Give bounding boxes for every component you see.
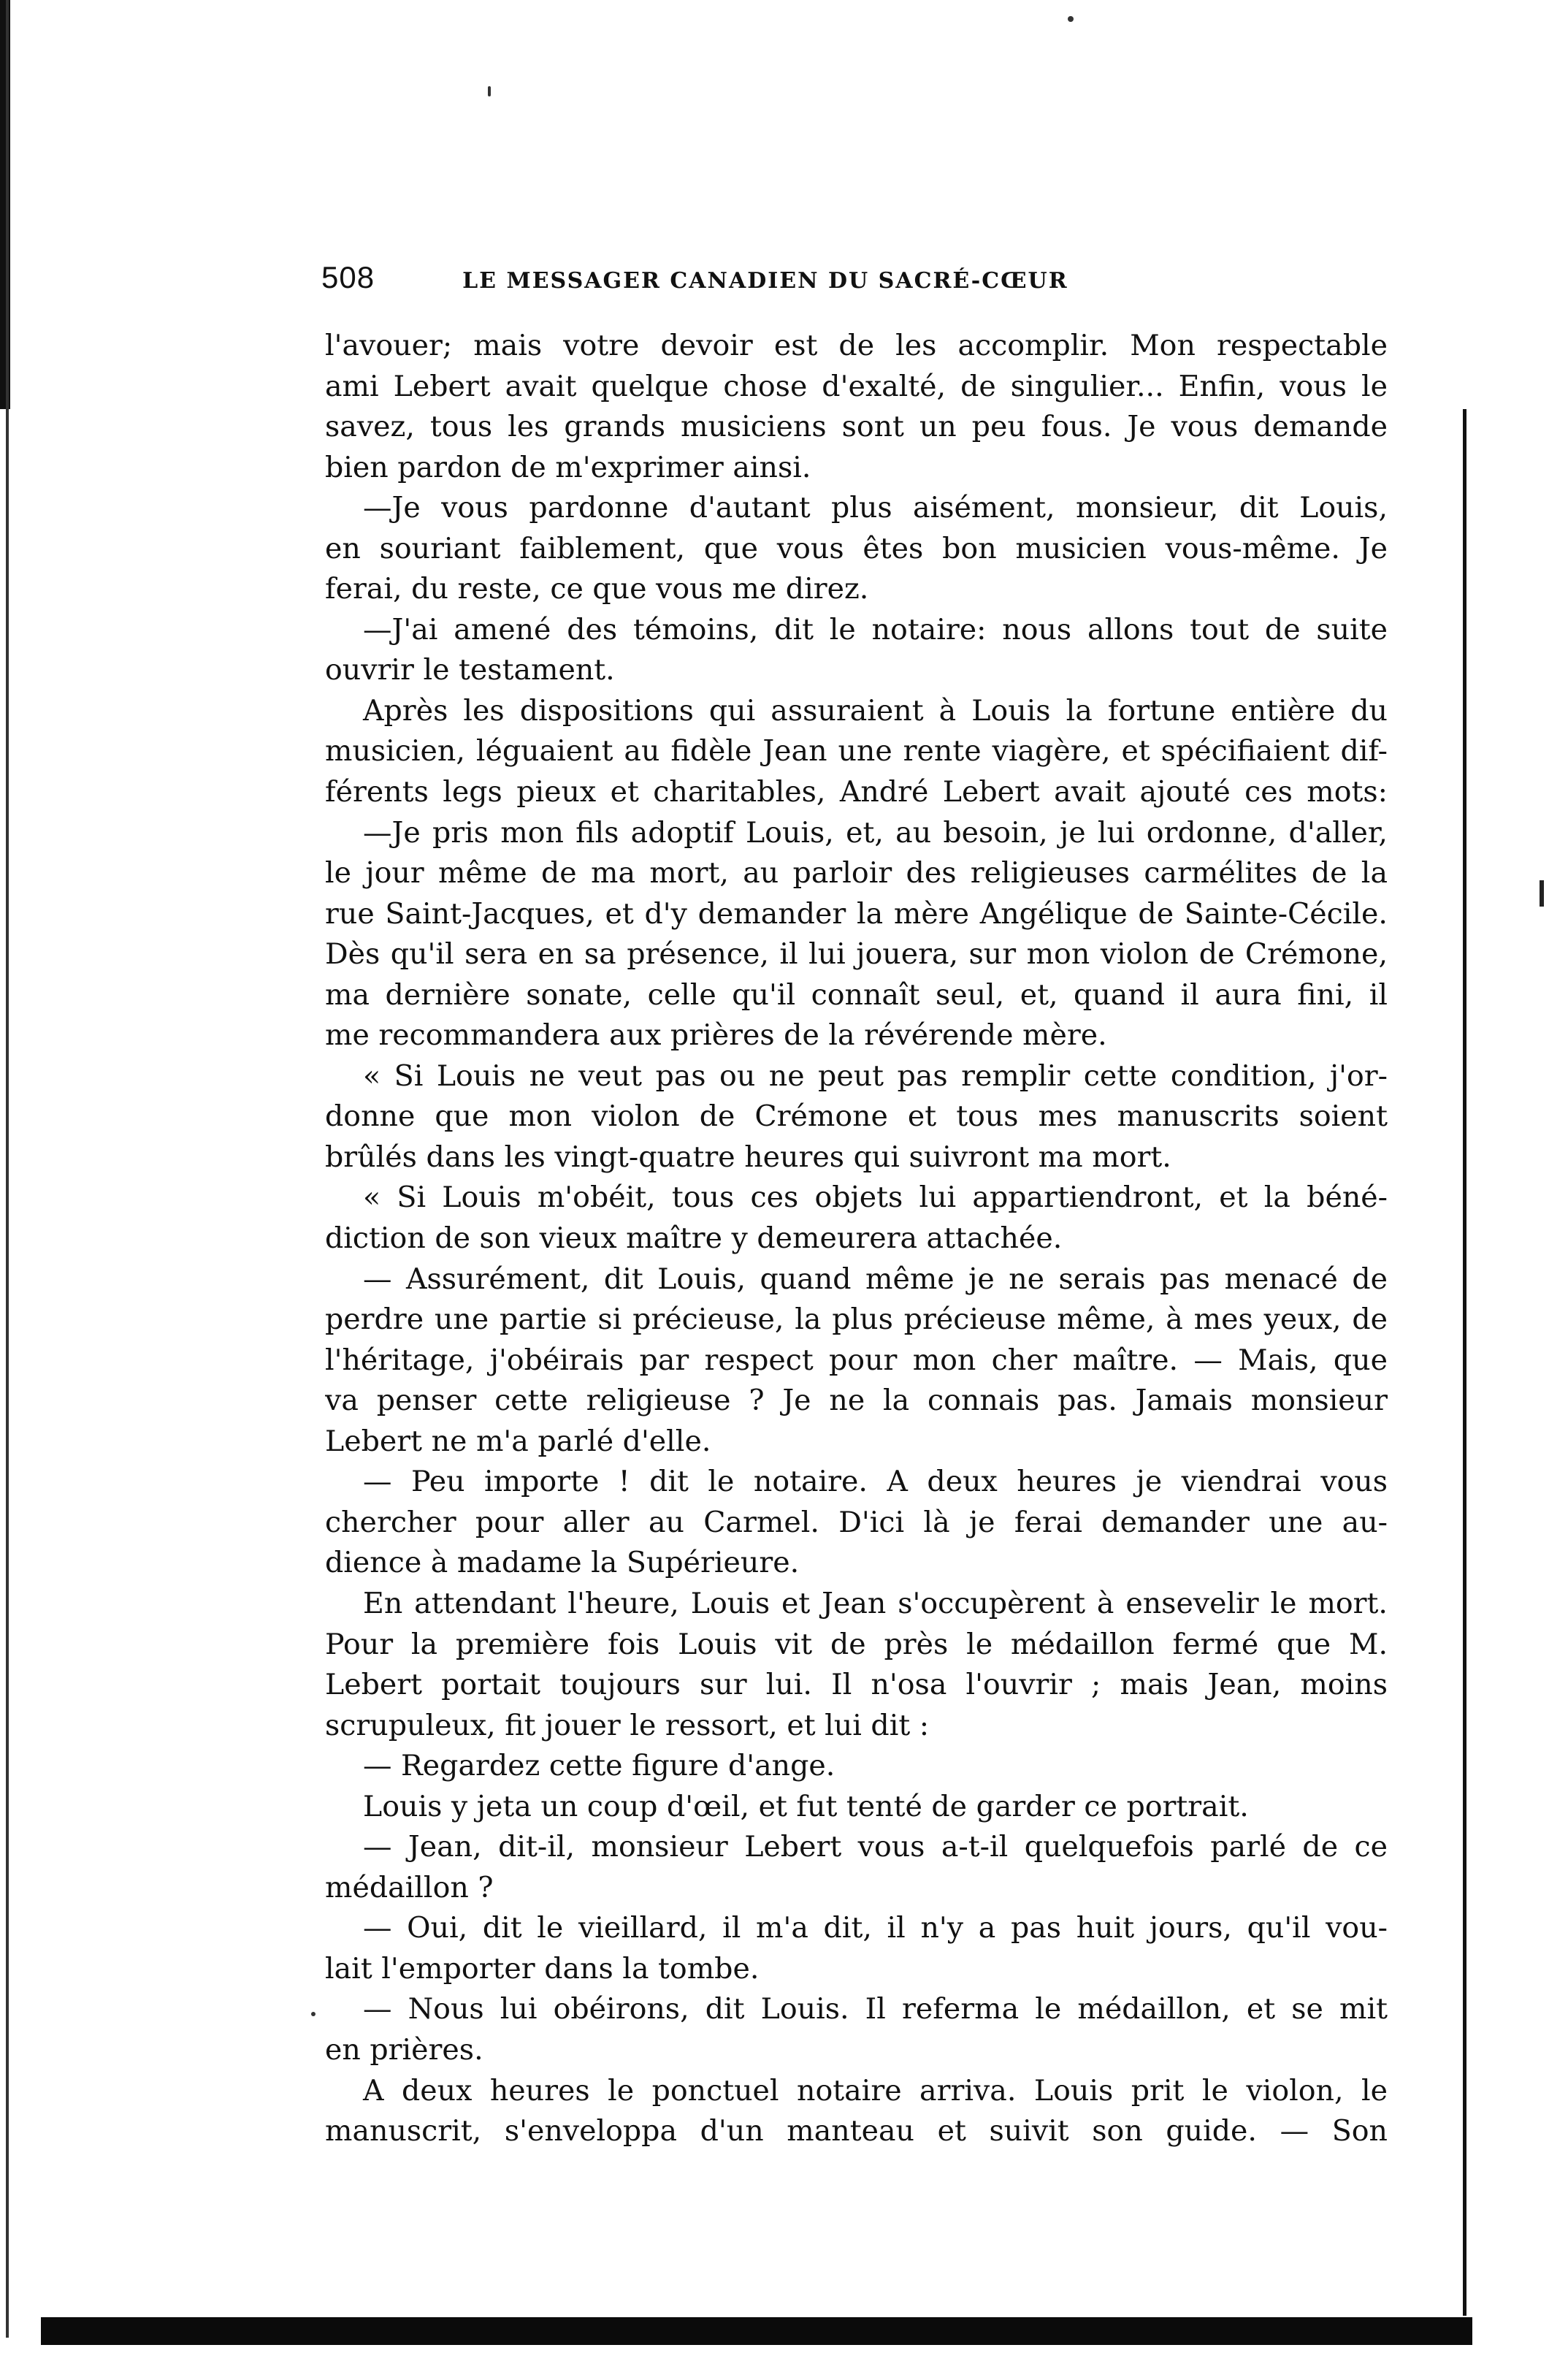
text-line: « Si Louis m'obéit, tous ces objets lui appartiendront, et la béné-: [363, 1181, 1388, 1215]
text-line: —Je pris mon fils adoptif Louis, et, au besoin, je lui ordonne, d'aller,: [363, 815, 1388, 850]
scan-speck: [488, 86, 491, 96]
body-text: [325, 326, 1388, 2152]
text-line: ferai, du reste, ce que vous me direz.: [325, 572, 869, 606]
text-line: — Nous lui obéirons, dit Louis. Il referma le médaillon, et se mit: [363, 1992, 1388, 2026]
text-line: Louis y jeta un coup d'œil, et fut tenté de garder ce portrait.: [363, 1789, 1249, 1823]
scan-right-edge: [1463, 409, 1466, 2316]
text-line: ami Lebert avait quelque chose d'exalté, de singulier... Enfin, vous le: [325, 369, 1388, 403]
text-line: manuscrit, s'enveloppa d'un manteau et suivit son guide. — Son: [325, 2114, 1388, 2148]
text-line: diction de son vieux maître y demeurera attachée.: [325, 1221, 1063, 1256]
scan-bottom-bar: [41, 2317, 1472, 2345]
text-line: Dès qu'il sera en sa présence, il lui jouera, sur mon violon de Crémone,: [325, 937, 1388, 972]
text-line: lait l'emporter dans la tombe.: [325, 1951, 760, 1986]
text-line: —J'ai amené des témoins, dit le notaire: nous allons tout de suite: [363, 612, 1388, 647]
text-line: en souriant faiblement, que vous êtes bon musicien vous-même. Je: [325, 531, 1388, 565]
text-line: Lebert ne m'a parlé d'elle.: [325, 1424, 711, 1458]
text-line: férents legs pieux et charitables, André Lebert avait ajouté ces mots:: [325, 775, 1388, 809]
text-line: brûlés dans les vingt-quatre heures qui suivront ma mort.: [325, 1140, 1171, 1174]
text-line: — Peu importe ! dit le notaire. A deux heures je viendrai vous: [363, 1465, 1388, 1499]
text-line: va penser cette religieuse ? Je ne la connais pas. Jamais monsieur: [325, 1384, 1388, 1418]
text-line: dience à madame la Supérieure.: [325, 1546, 800, 1580]
text-line: l'héritage, j'obéirais par respect pour mon cher maître. — Mais, que: [325, 1343, 1388, 1377]
text-line: — Assurément, dit Louis, quand même je ne serais pas menacé de: [363, 1262, 1388, 1296]
text-line: savez, tous les grands musiciens sont un peu fous. Je vous demande: [325, 410, 1388, 444]
text-line: A deux heures le ponctuel notaire arriva. Louis prit le violon, le: [363, 2073, 1388, 2108]
text-line: l'avouer; mais votre devoir est de les accomplir. Mon respectable: [325, 329, 1388, 362]
text-line: scrupuleux, fit jouer le ressort, et lui dit :: [325, 1708, 930, 1742]
scan-speck: [311, 2012, 315, 2016]
scan-right-tick: [1540, 880, 1544, 907]
text-line: En attendant l'heure, Louis et Jean s'occupèrent à ensevelir le mort.: [363, 1586, 1388, 1620]
text-line: musicien, léguaient au fidèle Jean une rente viagère, et spécifiaient dif-: [325, 734, 1388, 769]
text-line: Après les dispositions qui assuraient à Louis la fortune entière du: [363, 693, 1388, 728]
running-title: LE MESSAGER CANADIEN DU SACRÉ-CŒUR: [462, 268, 1068, 294]
text-line: Lebert portait toujours sur lui. Il n'osa l'ouvrir ; mais Jean, moins: [325, 1668, 1388, 1702]
text-line: médaillon ?: [325, 1870, 494, 1904]
page-number: 508: [321, 260, 375, 294]
scan-speck: [1068, 16, 1074, 22]
text-line: Pour la première fois Louis vit de près le médaillon fermé que M.: [325, 1627, 1388, 1661]
text-line: ma dernière sonate, celle qu'il connaît seul, et, quand il aura fini, il: [325, 977, 1388, 1012]
scan-left-edge-line: [6, 0, 9, 2338]
text-line: bien pardon de m'exprimer ainsi.: [325, 450, 811, 484]
text-line: en prières.: [325, 2032, 483, 2067]
text-line: « Si Louis ne veut pas ou ne peut pas remplir cette condition, j'or-: [363, 1059, 1388, 1093]
text-line: le jour même de ma mort, au parloir des religieuses carmélites de la: [325, 856, 1388, 891]
page-header: [321, 260, 1388, 297]
text-line: ouvrir le testament.: [325, 653, 615, 687]
text-line: donne que mon violon de Crémone et tous mes manuscrits soient: [325, 1099, 1388, 1134]
text-line: perdre une partie si précieuse, la plus précieuse même, à mes yeux, de: [325, 1303, 1388, 1337]
text-line: — Oui, dit le vieillard, il m'a dit, il n'y a pas huit jours, qu'il vou-: [363, 1911, 1388, 1945]
text-line: chercher pour aller au Carmel. D'ici là je ferai demander une au-: [325, 1505, 1388, 1539]
text-line: — Jean, dit-il, monsieur Lebert vous a-t-il quelquefois parlé de ce: [363, 1830, 1388, 1864]
text-line: rue Saint-Jacques, et d'y demander la mère Angélique de Sainte-Cécile.: [325, 896, 1388, 931]
text-line: —Je vous pardonne d'autant plus aisément, monsieur, dit Louis,: [363, 491, 1388, 525]
text-line: — Regardez cette figure d'ange.: [363, 1749, 835, 1783]
text-line: me recommandera aux prières de la révérende mère.: [325, 1018, 1107, 1053]
